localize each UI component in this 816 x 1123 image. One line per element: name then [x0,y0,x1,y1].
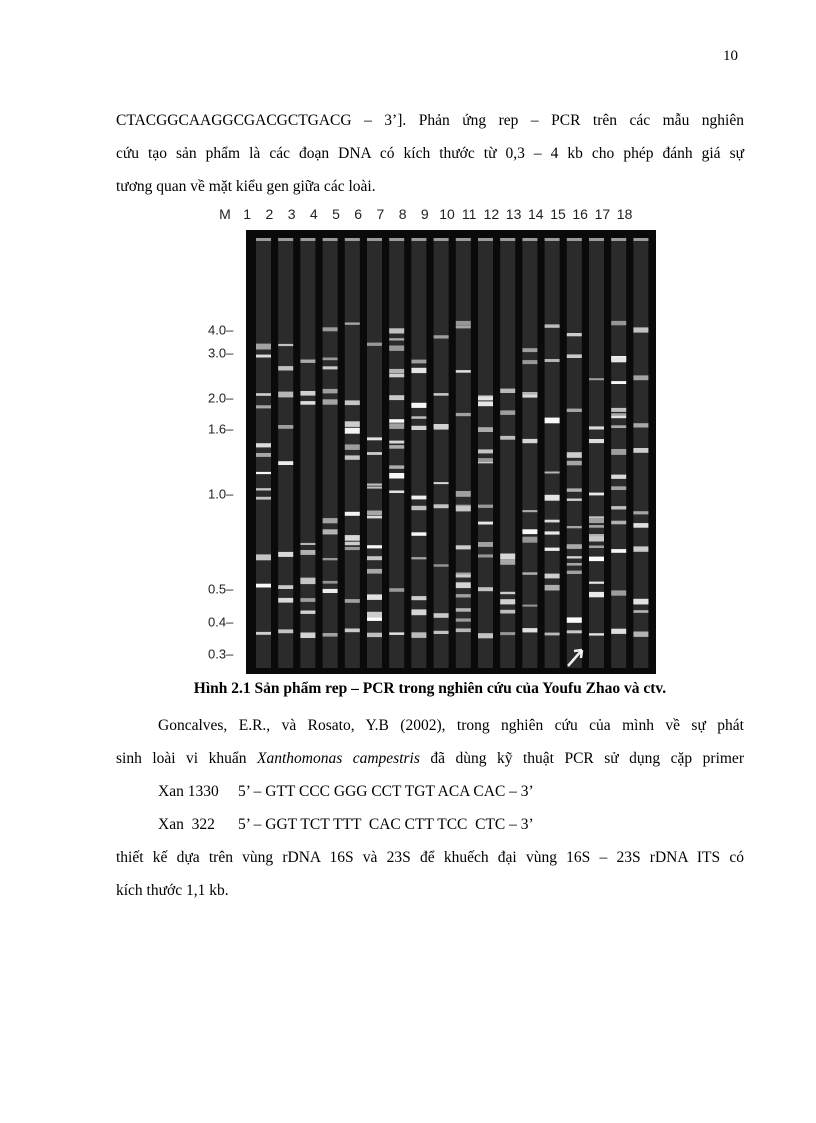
gel-band [256,453,271,457]
gel-well [545,238,560,241]
gel-band [389,491,404,494]
gel-band [589,592,604,597]
gel-band [478,554,493,557]
gel-lane [323,238,338,668]
gel-band [478,542,493,547]
gel-well [522,238,537,241]
gel-band [611,321,626,325]
gel-well [500,238,515,241]
gel-well [278,238,293,241]
gel-lane [345,238,360,668]
gel-band [567,544,582,549]
gel-band [278,461,293,465]
body-p1-line-2 [116,742,744,775]
figure-caption: Hình 2.1 Sản phẩm rep – PCR trong nghiên cứu của Youfu Zhao và ctv. [193,680,667,697]
gel-band [323,581,338,584]
primer-1-name: Xan 1330 [158,783,219,800]
size-label: 1.6– [208,421,234,437]
gel-band [345,599,360,603]
gel-band [456,594,471,597]
gel-band [323,358,338,361]
gel-band [456,413,471,416]
gel-band [456,545,471,549]
gel-band [411,496,426,500]
gel-band [456,608,471,612]
gel-band [345,629,360,633]
gel-band [389,346,404,351]
gel-band [367,594,382,600]
species-name: Xanthomonas campestris [256,750,420,767]
gel-figure [208,202,654,674]
size-marker-labels [208,202,248,674]
lane-label: 15 [550,206,566,222]
body-text [116,709,744,907]
gel-band [611,449,626,455]
primer-2-name: Xan 322 [158,816,215,833]
gel-band [522,628,537,632]
primer-2 [116,808,744,841]
intro-line-2: cứu tạo sản phẩm là các đoạn DNA có kích thước từ 0,3 – 4 kb cho phép đánh giá sự [116,145,744,162]
gel-band [256,584,271,588]
gel-band [367,452,382,455]
gel-lane [456,238,471,668]
size-label: 0.5– [208,581,234,597]
gel-band [389,338,404,340]
gel-band [411,506,426,510]
gel-band [500,389,515,393]
primer-1-sequence: 5’ – GTT CCC GGG CCT TGT ACA CAC – 3’ [238,783,534,800]
body-p1-line-2-end: đã dùng kỹ thuật PCR sử dụng cặp primer [419,750,744,767]
gel-band [323,558,338,560]
gel-band [367,343,382,346]
body-p1-line-2-start: sinh loài vi khuẩn [116,750,257,767]
gel-band [345,428,360,434]
gel-band [522,510,537,512]
gel-band [345,400,360,405]
gel-band [478,505,493,508]
gel-band [345,512,360,516]
gel-band [522,392,537,395]
gel-well [367,238,382,241]
gel-band [545,531,560,534]
size-label: 2.0– [208,390,234,406]
gel-band [256,632,271,635]
gel-band [589,557,604,562]
lane-label: 9 [420,206,429,222]
gel-band [411,632,426,638]
gel-band [300,550,315,555]
gel-band [567,452,582,458]
gel-band [389,632,404,635]
gel-band [456,326,471,329]
gel-well [434,238,449,241]
gel-band [567,563,582,566]
intro-line-1: CTACGGCAAGGCGACGCTGACG – 3’]. Phản ứng rep – PCR trên các mẫu nghiên [116,112,744,129]
gel-band [256,355,271,358]
gel-band [345,323,360,325]
gel-band [345,421,360,427]
gel-band [300,360,315,363]
gel-band [256,405,271,408]
gel-lane [389,238,404,668]
gel-band [367,484,382,486]
gel-band [367,516,382,519]
gel-band [389,588,404,592]
lane-label: 13 [505,206,522,222]
gel-band [567,556,582,558]
lane-label: 10 [439,206,455,222]
primer-2-sequence: 5’ – GGT TCT TTT CAC CTT TCC CTC – 3’ [238,816,534,833]
gel-band [522,360,537,364]
gel-well [389,238,404,241]
gel-band [567,630,582,633]
gel-band [611,629,626,634]
gel-band [345,547,360,550]
gel-band [633,327,648,332]
gel-band [323,518,338,523]
gel-band [256,344,271,350]
gel-band [589,633,604,635]
gel-band [589,525,604,528]
gel-well [300,238,315,241]
gel-band [589,536,604,541]
gel-band [545,472,560,474]
gel-band [367,437,382,440]
gel-band [589,378,604,380]
gel-band [300,401,315,405]
gel-band [389,445,404,449]
intro-line-3: tương quan về mặt kiểu gen giữa các loài. [116,178,376,195]
gel-band [611,521,626,525]
gel-band [389,423,404,429]
gel-band [389,465,404,468]
gel-band [478,449,493,453]
gel-band [278,585,293,589]
gel-well [567,238,582,241]
gel-band [389,369,404,373]
gel-band [256,472,271,474]
gel-band [633,523,648,528]
gel-band [589,426,604,429]
gel-band [256,497,271,500]
gel-band [411,557,426,559]
body-p2-line-2: kích thước 1,1 kb. [116,882,229,899]
gel-band [411,416,426,419]
gel-band [478,427,493,432]
gel-band [389,473,404,479]
gel-band [633,599,648,604]
gel-band [300,578,315,584]
gel-band [345,455,360,459]
gel-band [611,506,626,509]
gel-band [567,488,582,491]
size-label: 3.0– [208,345,234,361]
gel-band [300,543,315,545]
gel-band [456,628,471,632]
gel-band [633,423,648,427]
gel-band [545,418,560,424]
gel-band [411,368,426,373]
gel-band [633,546,648,551]
gel-band [367,556,382,560]
lane-label: M [219,206,231,222]
lane-label: 18 [616,206,633,222]
gel-band [389,441,404,444]
size-label: 0.4– [208,614,234,630]
gel-band [633,448,648,453]
gel-band [478,633,493,638]
gel-band [256,488,271,490]
gel-well [323,238,338,241]
gel-band [278,598,293,603]
gel-band [500,436,515,440]
gel-band [589,493,604,496]
gel-band [323,399,338,404]
gel-band [278,392,293,398]
gel-band [278,552,293,557]
gel-band [611,413,626,416]
gel-lane [411,238,426,668]
gel-band [500,592,515,594]
gel-band [545,574,560,579]
gel-band [345,444,360,450]
gel-band [256,393,271,396]
gel-band [545,495,560,501]
gel-band [323,589,338,593]
gel-band [300,391,315,396]
gel-band [456,575,471,578]
gel-band [367,569,382,574]
gel-band [434,393,449,396]
gel-band [478,458,493,462]
gel-band [323,327,338,331]
gel-lane [434,238,449,668]
gel-band [611,590,626,595]
gel-band [456,491,471,497]
gel-well [256,238,271,241]
size-label: 0.3– [208,646,234,662]
gel-band [567,617,582,622]
gel-band [300,611,315,614]
size-label: 4.0– [208,322,234,338]
gel-band [278,344,293,346]
gel-band [611,549,626,553]
gel-band [389,374,404,378]
gel-band [522,605,537,607]
gel-image [246,230,656,674]
gel-band [434,504,449,508]
gel-band [545,633,560,636]
gel-band [456,321,471,326]
lane-label: 2 [265,206,274,222]
gel-band [300,633,315,639]
gel-band [256,443,271,447]
gel-band [434,482,449,484]
gel-band [500,610,515,614]
gel-band [323,389,338,394]
gel-band [456,618,471,621]
size-label: 1.0– [208,486,234,502]
gel-band [611,408,626,412]
gel-band [611,425,626,428]
gel-band [611,381,626,384]
gel-band [434,336,449,338]
gel-band [500,632,515,635]
lane-label: 14 [528,206,544,222]
gel-band [522,439,537,443]
gel-band [411,532,426,536]
gel-well [345,238,360,241]
gel-band [456,370,471,373]
gel-band [434,564,449,566]
gel-band [411,403,426,408]
gel-band [545,585,560,591]
intro-paragraph [116,104,744,203]
lane-label: 6 [354,206,363,222]
gel-band [323,532,338,534]
gel-band [389,419,404,423]
gel-band [545,548,560,551]
gel-band [367,487,382,489]
gel-lane [522,238,537,668]
gel-band [478,587,493,591]
lane-label: 7 [376,206,385,222]
gel-band [567,333,582,336]
gel-band [345,535,360,541]
gel-band [367,511,382,516]
gel-band [411,609,426,615]
gel-band [567,354,582,358]
gel-band [367,545,382,548]
gel-band [389,395,404,400]
primer-1 [116,775,744,808]
gel-band [278,425,293,429]
gel-band [633,511,648,514]
gel-band [500,554,515,560]
gel-band [456,506,471,511]
gel-band [589,439,604,443]
gel-band [522,529,537,534]
gel-band [522,348,537,352]
lane-label: 4 [309,206,318,222]
gel-band [411,360,426,364]
gel-band [611,416,626,418]
gel-band [633,632,648,637]
page-number: 10 [723,48,738,64]
lane-label: 1 [243,206,252,222]
lane-label: 8 [398,206,407,222]
gel-band [500,410,515,415]
gel-band [367,612,382,618]
gel-band [434,631,449,634]
gel-well [478,238,493,241]
gel-band [389,328,404,333]
gel-band [411,426,426,430]
gel-band [500,560,515,565]
lane-label: 16 [572,206,588,222]
gel-band [434,613,449,618]
gel-lane [278,238,293,668]
gel-band [545,359,560,362]
lane-label: 17 [594,206,611,222]
gel-band [522,537,537,543]
gel-band [567,526,582,528]
gel-band [278,629,293,633]
gel-band [589,546,604,549]
gel-band [500,599,515,604]
gel-band [300,598,315,602]
gel-lane [589,238,604,668]
gel-well [633,238,648,241]
gel-band [611,357,626,362]
gel-band [456,582,471,588]
gel-band [633,375,648,380]
body-p2-line-1: thiết kế dựa trên vùng rDNA 16S và 23S để khuếch đại vùng 16S – 23S rDNA ITS có [116,849,744,866]
gel-band [434,424,449,427]
gel-lane [300,238,315,668]
gel-band [567,410,582,412]
gel-band [478,401,493,406]
gel-band [633,610,648,613]
gel-band [567,499,582,501]
gel-band [323,633,338,637]
gel-band [567,571,582,574]
gel-band [589,517,604,523]
lane-label: 3 [287,206,296,222]
gel-band [345,542,360,546]
gel-band [545,520,560,523]
gel-band [323,529,338,532]
gel-band [522,572,537,575]
gel-well [611,238,626,241]
lane-labels [208,202,654,228]
lane-label: 5 [332,206,340,222]
gel-band [611,486,626,490]
gel-well [589,238,604,241]
gel-band [611,475,626,479]
gel-band [545,324,560,327]
gel-well [411,238,426,241]
gel-well [456,238,471,241]
lane-label: 11 [461,206,477,222]
gel-band [323,366,338,369]
gel-band [278,366,293,370]
body-p1-line-1: Goncalves, E.R., và Rosato, Y.B (2002), trong nghiên cứu của mình về sự phát [158,717,744,734]
gel-band [367,633,382,637]
gel-band [478,522,493,525]
gel-band [589,582,604,584]
gel-band [478,397,493,401]
lane-label: 12 [483,206,500,222]
gel-lane [545,238,560,668]
gel-band [411,596,426,600]
gel-band [567,461,582,466]
gel-band [256,554,271,560]
